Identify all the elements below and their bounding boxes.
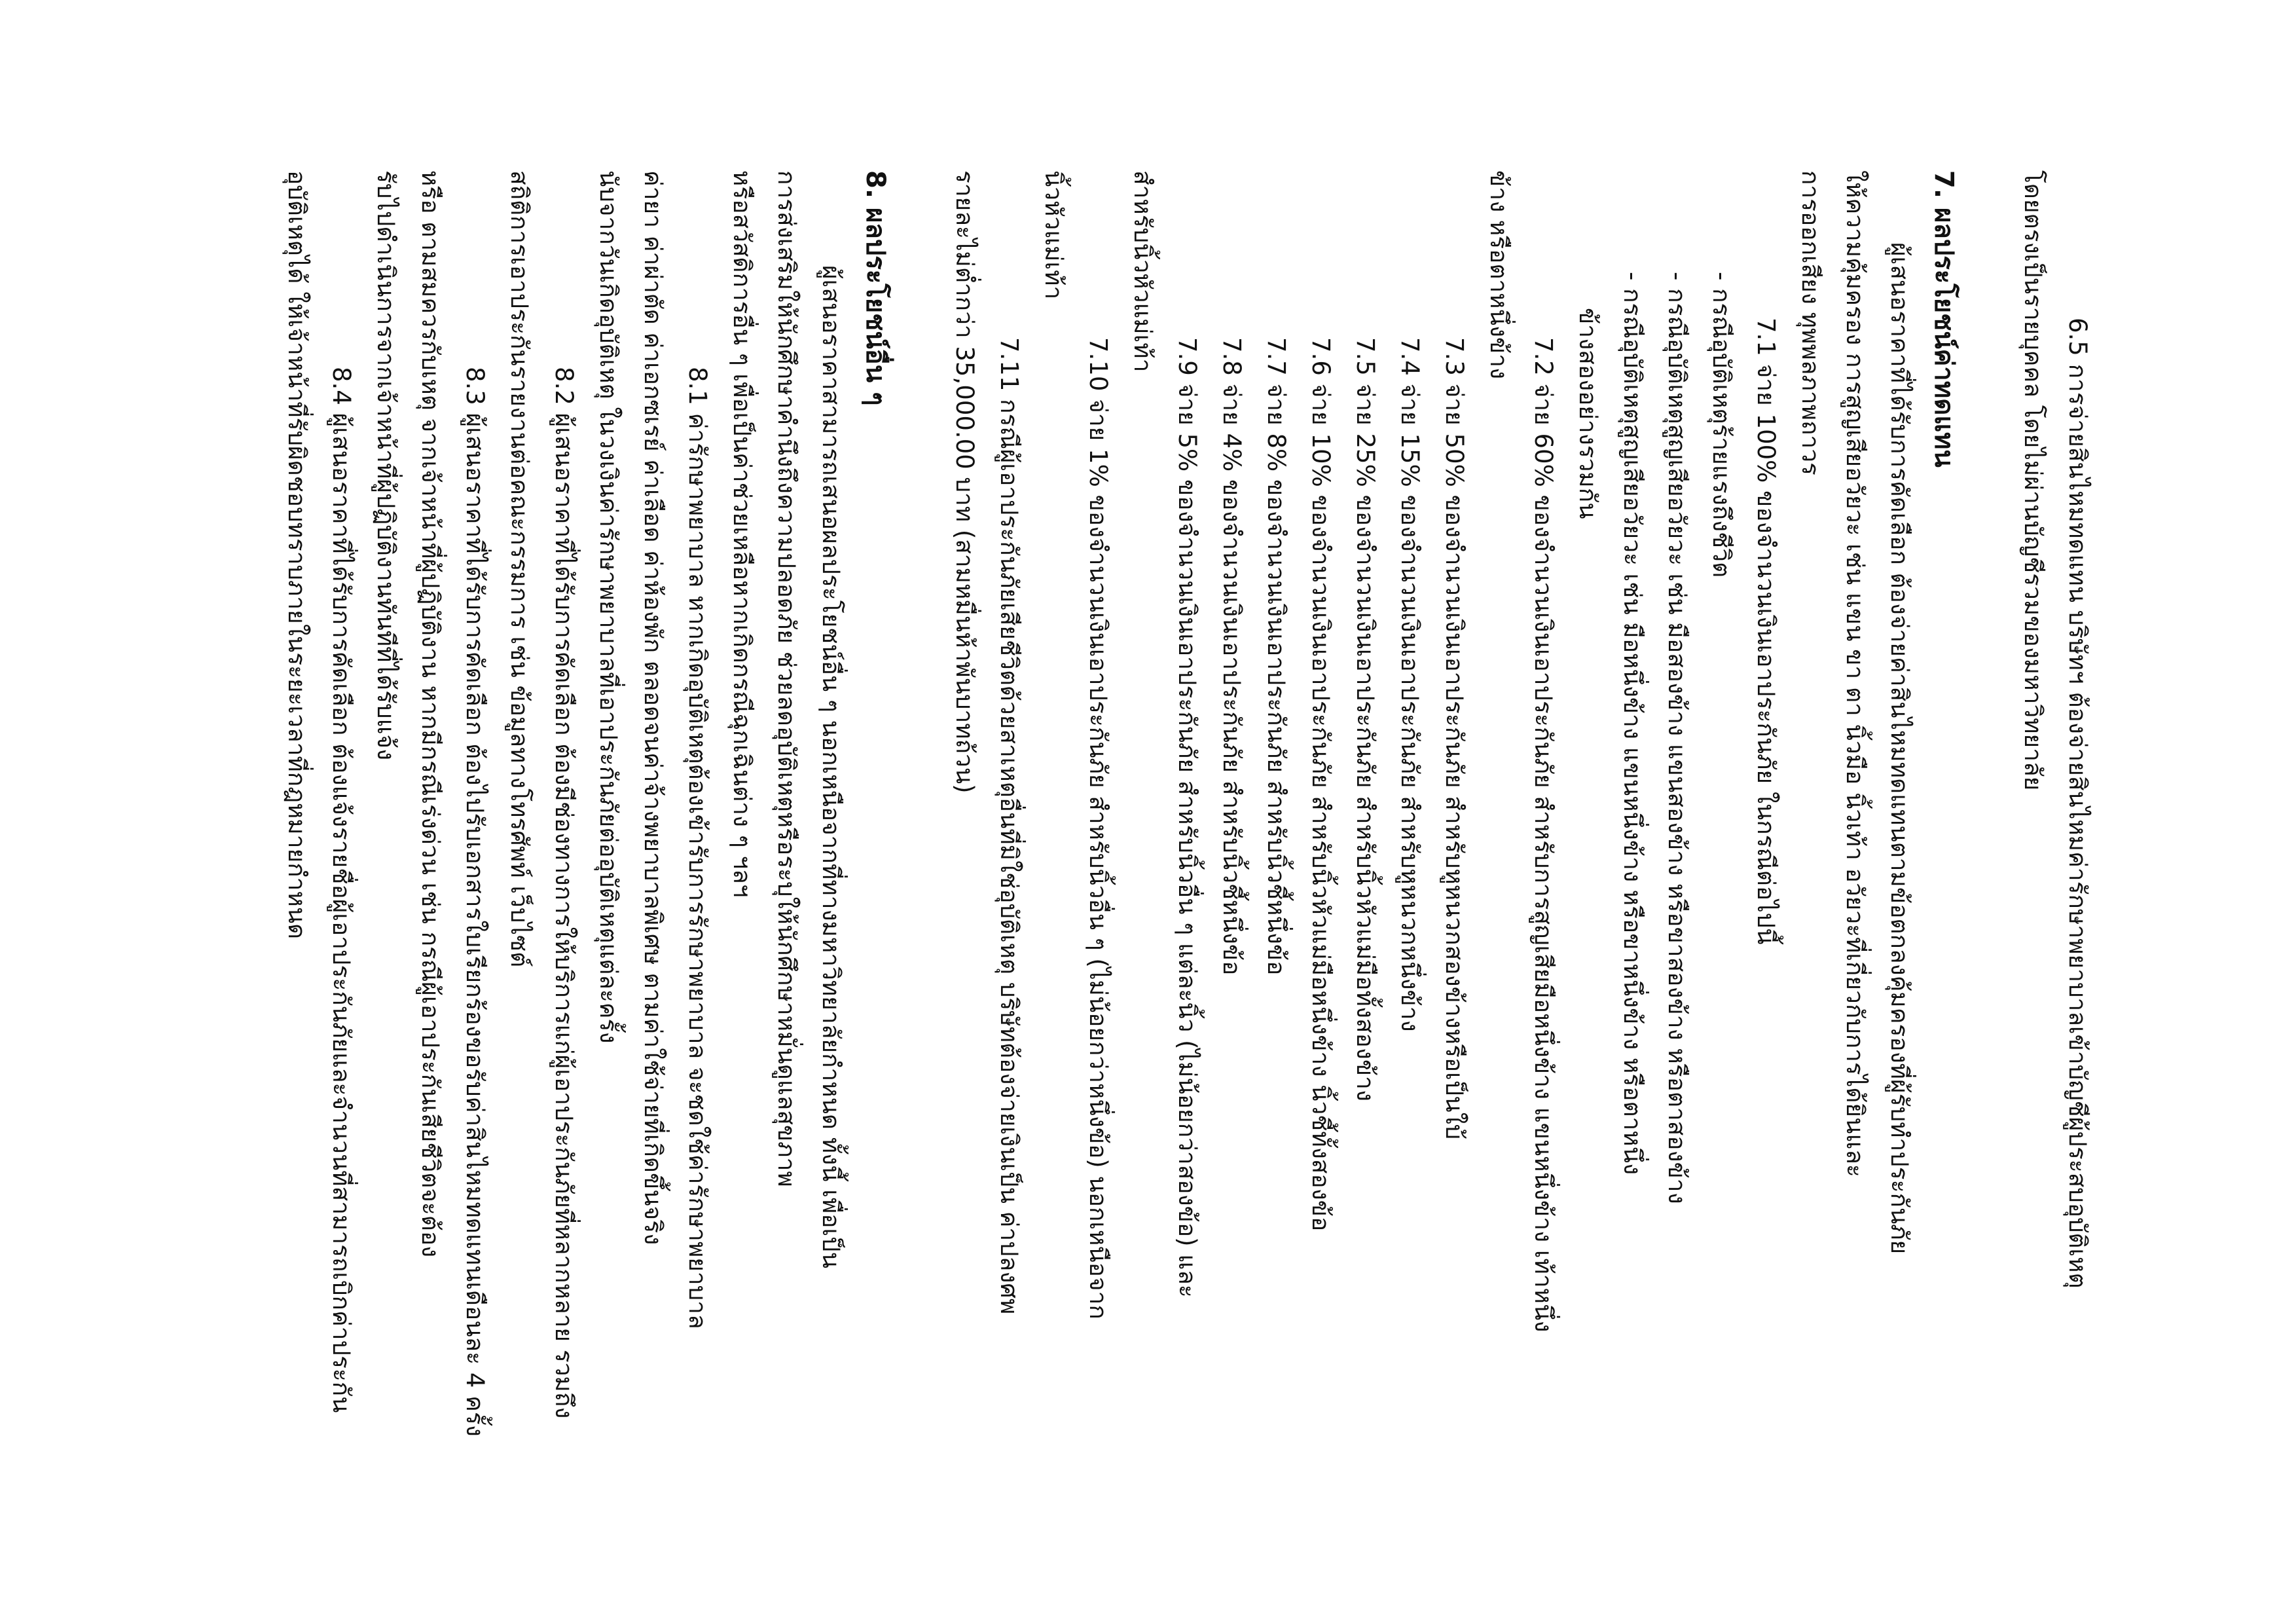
item-8-4: 8.4 ผู้เสนอราคาที่ได้รับการคัดเลือก ต้องแจ้งรายชื่อผู้เอาประกันภัยและจำนวนที่สามารถเบิกค่าประกัน xyxy=(327,367,355,1413)
item-7-1: 7.1 จ่าย 100% ของจำนวนเงินเอาประกันภัย ในกรณีต่อไปนี้ xyxy=(1752,318,1780,945)
item-8-2-cont: สถิติการเอาประกันรายงานต่อคณะกรรมการ เช่น ข้อมูลทางโทรศัพท์ เว็บไซต์ xyxy=(505,170,534,968)
item-7-9: 7.9 จ่าย 5% ของจำนวนเงินเอาประกันภัย สำหรับนิ้วอื่น ๆ แต่ละนิ้ว (ไม่น้อยกว่าสองข้อ) และ xyxy=(1173,337,1201,1298)
item-7-2: 7.2 จ่าย 60% ของจำนวนเงินเอาประกันภัย สำหรับการสูญเสียมือหนึ่งข้าง แขนหนึ่งข้าง เท้าหนึ่ง xyxy=(1529,337,1558,1333)
item-7-8: 7.8 จ่าย 4% ของจำนวนเงินเอาประกันภัย สำหรับนิ้วชี้หนึ่งข้อ xyxy=(1218,337,1246,976)
item-8-3-cont-1: หรือ ตามสมควรกับเหตุ จากเจ้าหน้าที่ผู้ปฏิบัติงาน หากมีกรณีเร่งด่วน เช่น กรณีผู้เอาประกันเสียชีวิตจะต้อง xyxy=(416,170,445,1258)
item-7-7: 7.7 จ่าย 8% ของจำนวนเงินเอาประกันภัย สำหรับนิ้วชี้หนึ่งข้อ xyxy=(1262,337,1290,976)
item-8-1-cont-1: ค่ายา ค่าผ่าตัด ค่าเอกซเรย์ ค่าเลือด ค่าห้องพัก ตลอดจนค่าจ้างพยาบาลพิเศษ ตามค่าใช้จ่ายที่เกิดขึ้นจริง xyxy=(639,170,667,1246)
item-7-2-cont: ข้าง หรือตาหนึ่งข้าง xyxy=(1485,170,1513,380)
item-7-10-cont: นิ้วหัวแม่เท้า xyxy=(1040,170,1068,300)
item-8-1-cont-2: นับจากวันเกิดอุบัติเหตุ ในวงเงินค่ารักษาพยาบาลที่เอาประกันภัยต่ออุบัติเหตุแต่ละครั้ง xyxy=(594,170,623,1044)
bullet-7-1-c-cont: ข้างสองอย่างรวมกัน xyxy=(1574,308,1602,519)
bullet-7-1-b: - กรณีอุบัติเหตุสูญเสียอวัยวะ เช่น มือสองข้าง แขนสองข้าง หรือขาสองข้าง หรือตาสองข้าง xyxy=(1663,272,1691,1204)
item-8-4-cont: อุบัติเหตุได้ ให้เจ้าหน้าที่รับผิดชอบทราบภายในระยะเวลาที่กฎหมายกำหนด xyxy=(283,170,311,940)
paragraph-8-cont-1: การส่งเสริมให้นักศึกษาคำนึงถึงความปลอดภัย ช่วยลดอุบัติเหตุหรือระบุให้นักศึกษาหมั่นดูแลสุขภาพ xyxy=(773,170,801,1187)
paragraph-8: ผู้เสนอราคาสามารถเสนอผลประโยชน์อื่น ๆ นอกเหนือจากที่ทางมหาวิทยาลัยกำหนด ทั้งนี้ เพื่อเป็น xyxy=(817,265,845,1268)
bullet-7-1-c: - กรณีอุบัติเหตุสูญเสียอวัยวะ เช่น มือหนึ่งข้าง แขนหนึ่งข้าง หรือขาหนึ่งข้าง หรือตาหนึ่ง xyxy=(1618,272,1647,1175)
item-6-5-cont: โดยตรงเป็นรายบุคคล โดยไม่ผ่านบัญชีรวมของมหาวิทยาลัย xyxy=(2019,170,2047,791)
item-7-6: 7.6 จ่าย 10% ของจำนวนเงินเอาประกันภัย สำหรับนิ้วหัวแม่มือหนึ่งข้าง นิ้วชี้ทั้งสองข้อ xyxy=(1307,337,1335,1232)
item-6-5: 6.5 การจ่ายสินไหมทดแทน บริษัทฯ ต้องจ่ายสินไหมค่ารักษาพยาบาลเข้าบัญชีผู้ประสบอุบัติเหตุ xyxy=(2064,318,2092,1289)
heading-section-8: 8. ผลประโยชน์อื่น ๆ xyxy=(860,170,890,406)
item-7-3: 7.3 จ่าย 50% ของจำนวนเงินเอาประกันภัย สำหรับหูหนวกสองข้างหรือเป็นใบ้ xyxy=(1440,337,1468,1140)
item-7-11-cont: รายละไม่ต่ำกว่า 35,000.00 บาท (สามหมื่นห้าพันบาทถ้วน) xyxy=(951,170,979,794)
item-7-11: 7.11 กรณีผู้เอาประกันภัยเสียชีวิตด้วยสาเหตุอื่นที่มิใช่อุบัติเหตุ บริษัทต้องจ่ายเงินเป็น ค่าปลงศพ xyxy=(995,337,1023,1315)
heading-section-7: 7. ผลประโยชน์ค่าทดแทน xyxy=(1929,170,1959,468)
item-7-5: 7.5 จ่าย 25% ของจำนวนเงินเอาประกันภัย สำหรับนิ้วหัวแม่มือทั้งสองข้าง xyxy=(1351,337,1379,1101)
item-7-4: 7.4 จ่าย 15% ของจำนวนเงินเอาประกันภัย สำหรับหูหนวกหนึ่งข้าง xyxy=(1396,337,1424,1032)
paragraph-7-cont-2: การออกเสียง ทุพพลภาพถาวร xyxy=(1796,170,1825,475)
item-7-10: 7.10 จ่าย 1% ของจำนวนเงินเอาประกันภัย สำหรับนิ้วอื่น ๆ (ไม่น้อยกว่าหนึ่งข้อ) นอกเหนือจาก xyxy=(1084,337,1112,1320)
item-8-1: 8.1 ค่ารักษาพยาบาล หากเกิดอุบัติเหตุต้องเข้ารับการรักษาพยาบาล จะชดใช้ค่ารักษาพยาบาล xyxy=(683,367,712,1329)
bullet-7-1-a: - กรณีอุบัติเหตุร้ายแรงถึงชีวิต xyxy=(1707,272,1736,578)
item-8-2: 8.2 ผู้เสนอราคาที่ได้รับการคัดเลือก ต้องมีช่องทางการให้บริการแก่ผู้เอาประกันภัยที่หลากหลาย รวมถึง xyxy=(550,367,578,1419)
paragraph-7-cont-1: ให้ความคุ้มครอง การสูญเสียอวัยวะ เช่น แขน ขา ตา นิ้วมือ นิ้วเท้า อวัยวะที่เกี่ยวกับการได้ยินและ xyxy=(1841,170,1869,1177)
paragraph-7: ผู้เสนอราคาที่ได้รับการคัดเลือก ต้องจ่ายค่าสินไหมทดแทนตามข้อตกลงคุ้มครองที่ผู้รับทำประกันภัย xyxy=(1886,242,1914,1255)
item-8-3-cont-2: รับไปดำเนินการจากเจ้าหน้าที่ผู้ปฏิบัติงานทันทีที่ได้รับแจ้ง xyxy=(372,170,400,761)
item-8-3: 8.3 ผู้เสนอราคาที่ได้รับการคัดเลือก ต้องไปรับเอกสารใบเรียกร้องขอรับค่าสินไหมทดแทนเดือนละ 4 ครั้ง xyxy=(461,367,489,1437)
paragraph-8-cont-2: หรือสวัสดิการอื่น ๆ เพื่อเป็นค่าช่วยเหลือหากเกิดกรณีฉุกเฉินต่าง ๆ ฯลฯ xyxy=(728,170,756,898)
item-7-9-cont: สำหรับนิ้วหัวแม่เท้า xyxy=(1129,170,1157,373)
